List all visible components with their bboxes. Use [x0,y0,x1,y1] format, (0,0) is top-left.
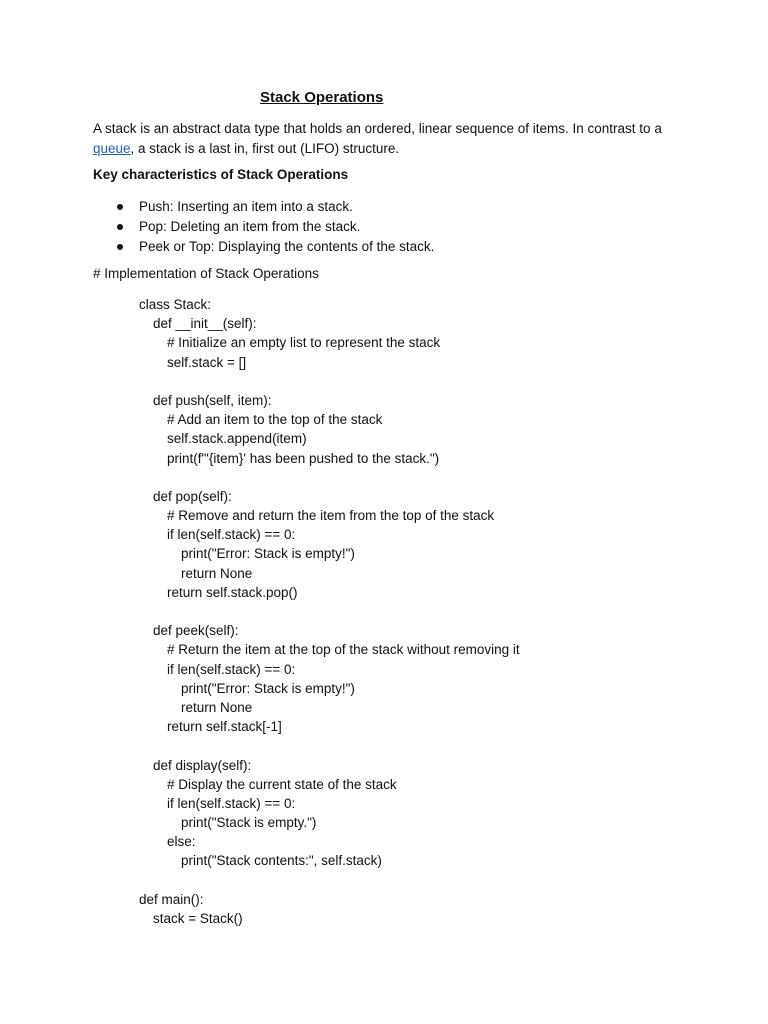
code-line: # Remove and return the item from the top of the stack [167,508,495,524]
list-item-text: Pop: Deleting an item from the stack. [139,219,361,234]
list-item-text: Push: Inserting an item into a stack. [139,199,353,214]
code-line: def push(self, item): [153,392,272,408]
implementation-heading: # Implementation of Stack Operations [93,266,319,281]
intro-paragraph [93,119,693,158]
code-line: def __init__(self): [153,316,257,332]
bullet-icon [117,244,123,250]
intro-text-before-link: A stack is an abstract data type that holds an ordered, linear sequence of items. In contrast to a [93,121,662,136]
code-line: if len(self.stack) == 0: [167,795,296,811]
code-line: return self.stack[-1] [167,719,282,735]
code-line: self.stack = [] [167,354,247,370]
code-line: return None [181,565,253,581]
code-line: # Display the current state of the stack [167,776,397,792]
code-line: return self.stack.pop() [167,584,298,600]
list-item [93,197,434,217]
code-blank-line [139,372,520,391]
code-line: def main(): [139,891,204,907]
queue-link[interactable]: queue [93,140,131,156]
code-line: if len(self.stack) == 0: [167,661,296,677]
page-title: Stack Operations [260,89,384,106]
list-item-text: Peek or Top: Displaying the contents of the stack. [139,239,435,254]
code-line: return None [181,699,253,715]
code-blank-line [139,871,520,890]
code-line: else: [167,834,196,850]
code-line: stack = Stack() [153,911,243,926]
key-characteristics-heading: Key characteristics of Stack Operations [93,167,349,182]
code-line: def pop(self): [153,488,232,504]
code-line: print("Stack is empty.") [181,815,317,831]
code-line: def display(self): [153,757,252,773]
list-item [93,217,434,237]
code-blank-line [139,602,520,621]
bullet-icon [117,204,123,210]
characteristics-list [93,197,434,257]
code-block [139,295,520,928]
intro-text-after-link: , a stack is a last in, first out (LIFO) structure. [130,140,400,156]
code-blank-line [139,736,520,755]
code-line: self.stack.append(item) [167,431,307,447]
code-line: print(f"'{item}' has been pushed to the stack.") [167,450,440,466]
code-line: if len(self.stack) == 0: [167,527,296,543]
bullet-icon [117,224,123,230]
code-line: print("Stack contents:", self.stack) [181,853,382,869]
code-line: # Return the item at the top of the stack without removing it [167,642,520,658]
list-item [93,237,434,257]
code-blank-line [139,468,520,487]
code-line: class Stack: [139,297,212,312]
code-line: def peek(self): [153,623,239,639]
code-line: print("Error: Stack is empty!") [181,546,355,562]
code-line: print("Error: Stack is empty!") [181,680,355,696]
code-line: # Initialize an empty list to represent the stack [167,335,441,351]
code-line: # Add an item to the top of the stack [167,412,383,428]
